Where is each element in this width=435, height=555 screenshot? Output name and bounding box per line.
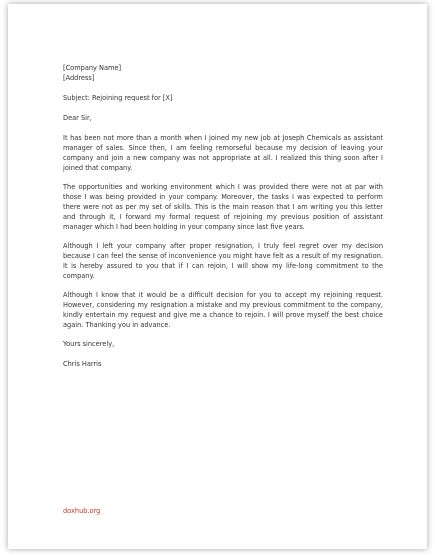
letter-page (8, 4, 427, 549)
address-line: [Address] (63, 74, 95, 82)
paragraph-2: The opportunities and working environment which I was provided there were not at par with those I was being provided in your company. Moreover, the tasks I was expected to perform there were not as per my set of skills. This is the main reason that I am writing you this letter and through it, I forward my formal request of rejoining my previous position of assistant manager which I had been holding in your company since last five years. (63, 183, 383, 231)
paragraph-3: Although I left your company after proper resignation, I truly feel regret over my decision because I can feel the sense of inconvenience you might have felt as a result of my resignation. It is hereby assured to you that if I can rejoin, I will show my life-long commitment to the company. (63, 242, 383, 280)
salutation: Dear Sir, (63, 114, 92, 122)
paragraph-4: Although I know that it would be a difficult decision for you to accept my rejoining request. However, considering my resignation a mistake and my previous commitment to the company, kindly entertain my request and give me a chance to rejoin. I will prove myself the best choice again. Thanking you in advance. (63, 291, 383, 329)
closing: Yours sincerely, (63, 340, 115, 348)
site-watermark[interactable]: doxhub.org (63, 507, 101, 515)
subject-line: Subject: Rejoining request for [X] (63, 94, 173, 102)
paragraph-1: It has been not more than a month when I joined my new job at Joseph Chemicals as assistant manager of sales. Since then, I am feeling remorseful because my decision of leaving your company and join a new company was not appropriate at all. I realized this thing soon after I joined that company. (63, 134, 383, 172)
signature-name: Chris Harris (63, 360, 102, 368)
letter-body (63, 63, 383, 369)
company-name-line: [Company Name] (63, 64, 122, 72)
